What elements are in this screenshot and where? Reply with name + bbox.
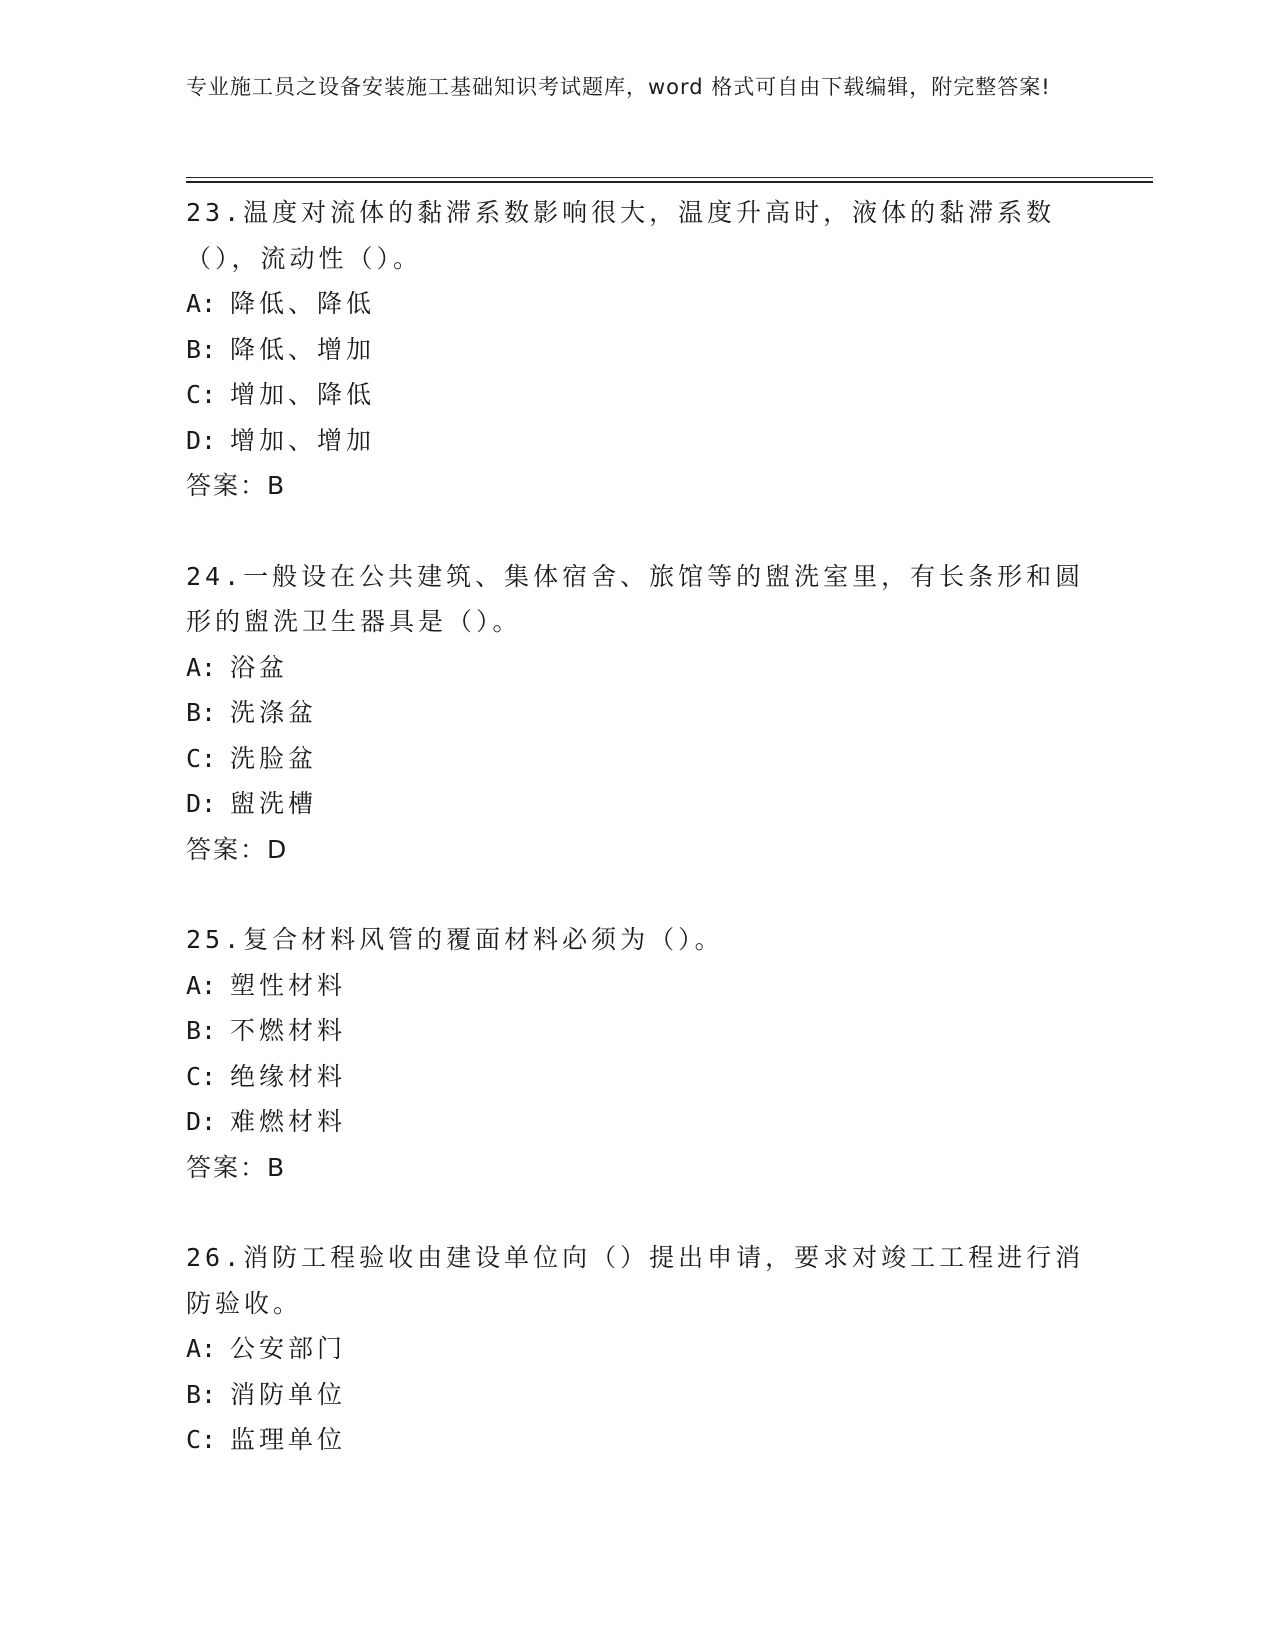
option-d (186, 1099, 1086, 1145)
option-letter: B: (186, 1016, 217, 1045)
document-title: 专业施工员之设备安装施工基础知识考试题库，word 格式可自由下载编辑，附完整答案! (186, 75, 1051, 99)
option-b (186, 1372, 1086, 1418)
question-stem: 23.温度对流体的黏滞系数影响很大，温度升高时，液体的黏滞系数（），流动性（）。 (186, 198, 1056, 273)
option-letter: A: (186, 1334, 217, 1363)
option-b (186, 690, 1086, 736)
option-letter: B: (186, 1379, 217, 1409)
option-a (186, 281, 1086, 327)
answer-line: 答案：D (186, 834, 289, 864)
option-text: 难燃材料 (230, 1107, 347, 1136)
question-24 (186, 554, 1086, 873)
question-spacer (186, 509, 1086, 554)
option-text: 不燃材料 (230, 1016, 347, 1045)
question-stem: 25.复合材料风管的覆面材料必须为（）。 (186, 925, 724, 954)
option-text: 消防单位 (230, 1379, 347, 1409)
option-c (186, 736, 1086, 782)
option-letter: C: (186, 743, 217, 773)
option-b (186, 1008, 1086, 1054)
option-letter: A: (186, 970, 217, 1000)
question-23 (186, 190, 1086, 509)
question-list (186, 190, 1086, 1463)
answer-line: 答案：B (186, 1152, 287, 1182)
option-c (186, 1054, 1086, 1100)
option-text: 盥洗槽 (230, 789, 318, 818)
question-25 (186, 917, 1086, 1190)
option-letter: C: (186, 1061, 217, 1091)
option-d (186, 418, 1086, 464)
option-text: 降低、降低 (230, 289, 376, 318)
option-letter: B: (186, 698, 217, 727)
option-letter: D: (186, 425, 217, 455)
option-text: 浴盆 (230, 652, 289, 682)
option-text: 洗涤盆 (230, 698, 318, 727)
question-spacer (186, 1190, 1086, 1235)
option-a (186, 1326, 1086, 1372)
answer-line: 答案：B (186, 471, 287, 500)
option-text: 增加、增加 (230, 425, 376, 455)
option-letter: A: (186, 289, 217, 318)
option-letter: D: (186, 789, 217, 818)
option-c (186, 1417, 1086, 1463)
option-letter: C: (186, 1425, 217, 1454)
question-26 (186, 1235, 1086, 1463)
option-c (186, 372, 1086, 418)
header-divider-thin (186, 177, 1153, 178)
option-text: 监理单位 (230, 1425, 347, 1454)
option-a (186, 645, 1086, 691)
question-stem: 26.消防工程验收由建设单位向（）提出申请，要求对竣工工程进行消防验收。 (186, 1243, 1085, 1318)
option-text: 塑性材料 (230, 970, 347, 1000)
option-b (186, 327, 1086, 373)
document-header (186, 72, 1066, 103)
option-letter: D: (186, 1107, 217, 1136)
option-letter: A: (186, 652, 217, 682)
option-letter: C: (186, 380, 217, 409)
option-text: 绝缘材料 (230, 1061, 347, 1091)
question-stem: 24.一般设在公共建筑、集体宿舍、旅馆等的盥洗室里，有长条形和圆形的盥洗卫生器具是（）。 (186, 561, 1085, 636)
option-text: 增加、降低 (230, 380, 376, 409)
question-spacer (186, 872, 1086, 917)
header-divider-thick (186, 181, 1153, 183)
option-text: 公安部门 (230, 1334, 347, 1363)
option-letter: B: (186, 334, 217, 364)
option-a (186, 963, 1086, 1009)
option-d (186, 781, 1086, 827)
option-text: 洗脸盆 (230, 743, 318, 773)
option-text: 降低、增加 (230, 334, 376, 364)
